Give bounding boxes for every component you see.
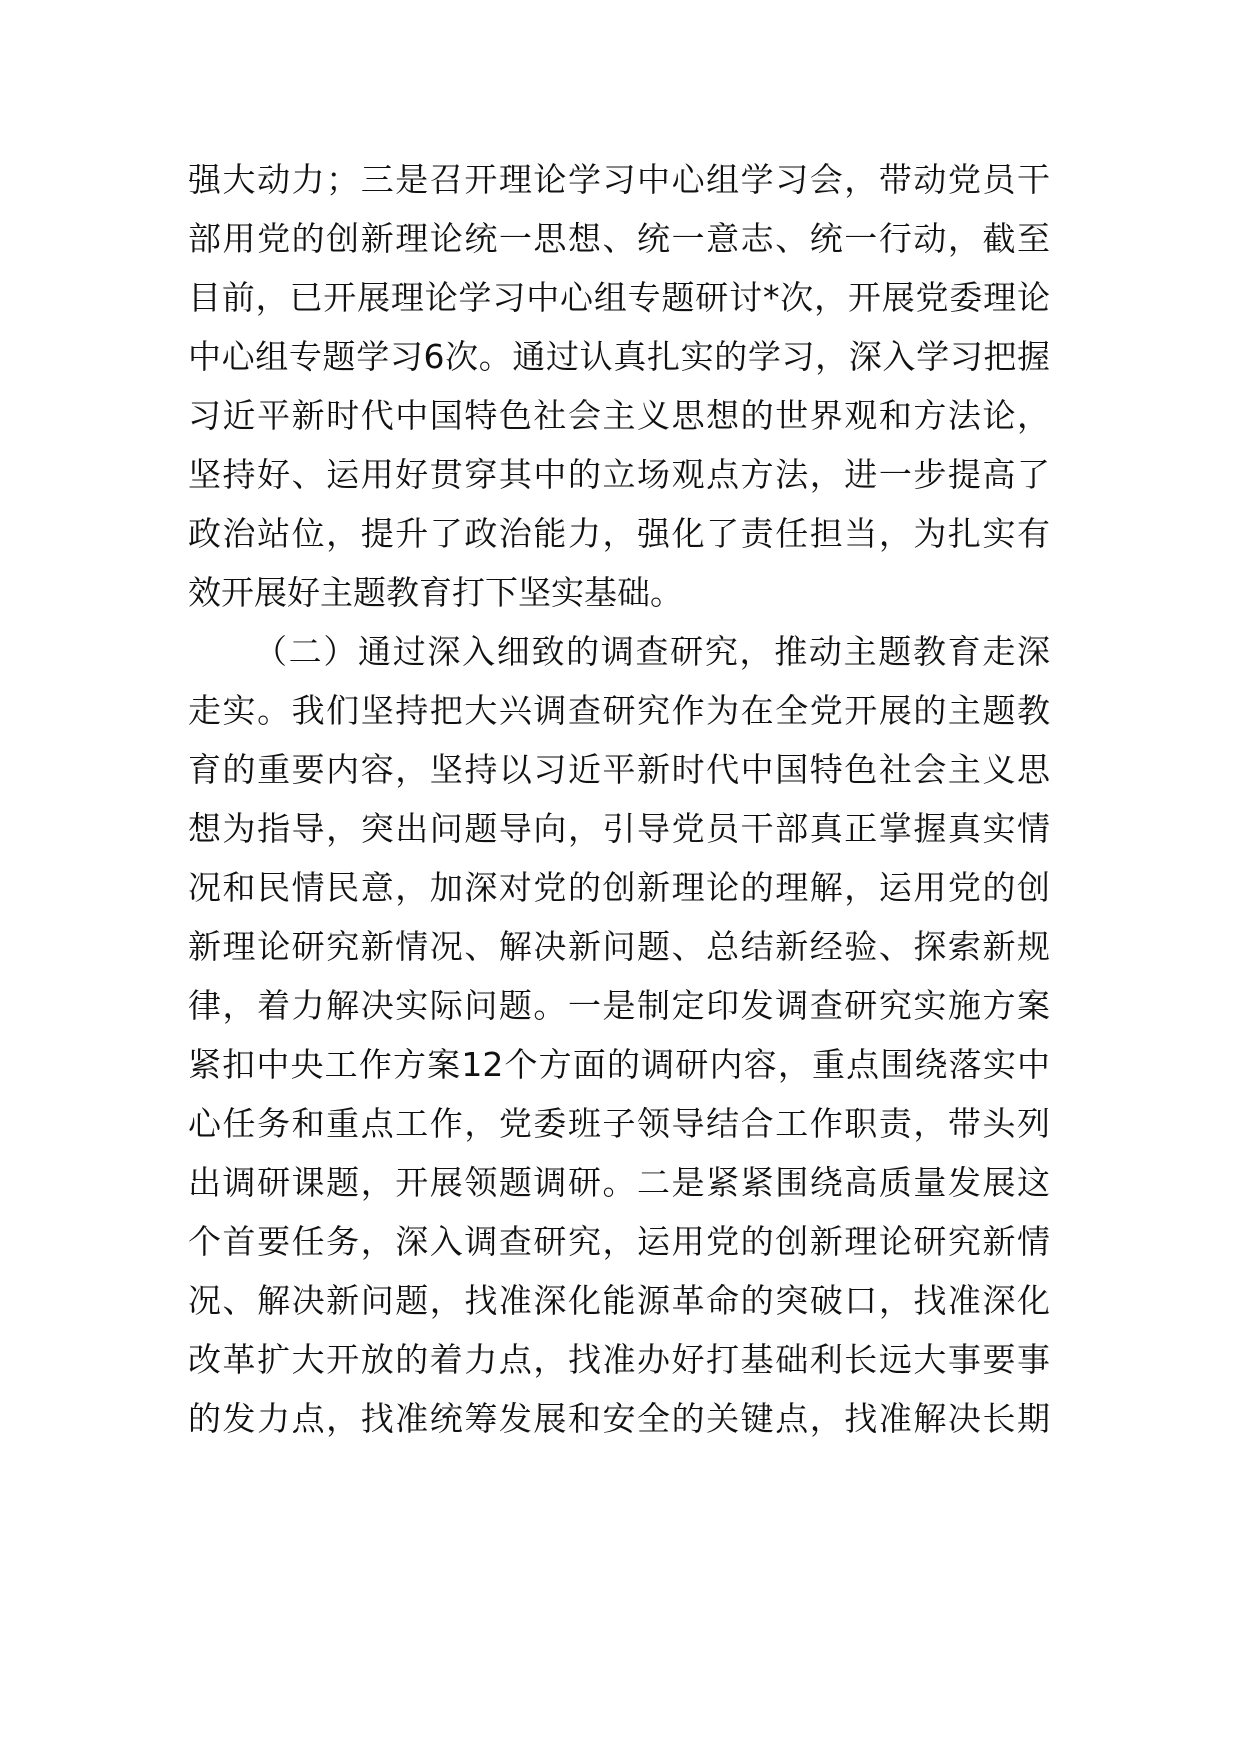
text-line: 新理论研究新情况、解决新问题、总结新经验、探索新规 [188, 927, 1050, 966]
text-line: 紧扣中央工作方案12个方面的调研内容，重点围绕落实中 [188, 1045, 1050, 1084]
text-line: 目前，已开展理论学习中心组专题研讨*次，开展党委理论 [188, 278, 1050, 317]
text-line: 效开展好主题教育打下坚实基础。 [188, 573, 683, 612]
text-line: 心任务和重点工作，党委班子领导结合工作职责，带头列 [188, 1104, 1050, 1143]
text-line: 部用党的创新理论统一思想、统一意志、统一行动，截至 [188, 219, 1050, 258]
text-line: 强大动力；三是召开理论学习中心组学习会，带动党员干 [188, 160, 1050, 199]
text-line: 的发力点，找准统筹发展和安全的关键点，找准解决长期 [188, 1399, 1050, 1438]
text-line: 况和民情民意，加深对党的创新理论的理解，运用党的创 [188, 868, 1050, 907]
text-line: 况、解决新问题，找准深化能源革命的突破口，找准深化 [188, 1281, 1050, 1320]
text-line: 律，着力解决实际问题。一是制定印发调查研究实施方案 [188, 986, 1050, 1025]
text-line: 习近平新时代中国特色社会主义思想的世界观和方法论， [188, 396, 1050, 435]
text-line: 政治站位，提升了政治能力，强化了责任担当，为扎实有 [188, 514, 1050, 553]
text-line: 走实。我们坚持把大兴调查研究作为在全党开展的主题教 [188, 691, 1050, 730]
text-line: 育的重要内容，坚持以习近平新时代中国特色社会主义思 [188, 750, 1050, 789]
text-line: 出调研课题，开展领题调研。二是紧紧围绕高质量发展这 [188, 1163, 1050, 1202]
text-line: 想为指导，突出问题导向，引导党员干部真正掌握真实情 [188, 809, 1050, 848]
text-line: 个首要任务，深入调查研究，运用党的创新理论研究新情 [188, 1222, 1050, 1261]
text-line: 改革扩大开放的着力点，找准办好打基础利长远大事要事 [188, 1340, 1050, 1379]
section-heading-line: （二）通过深入细致的调查研究，推动主题教育走深 [254, 632, 1050, 671]
text-line: 坚持好、运用好贯穿其中的立场观点方法，进一步提高了 [188, 455, 1050, 494]
text-line: 中心组专题学习6次。通过认真扎实的学习，深入学习把握 [188, 337, 1050, 376]
